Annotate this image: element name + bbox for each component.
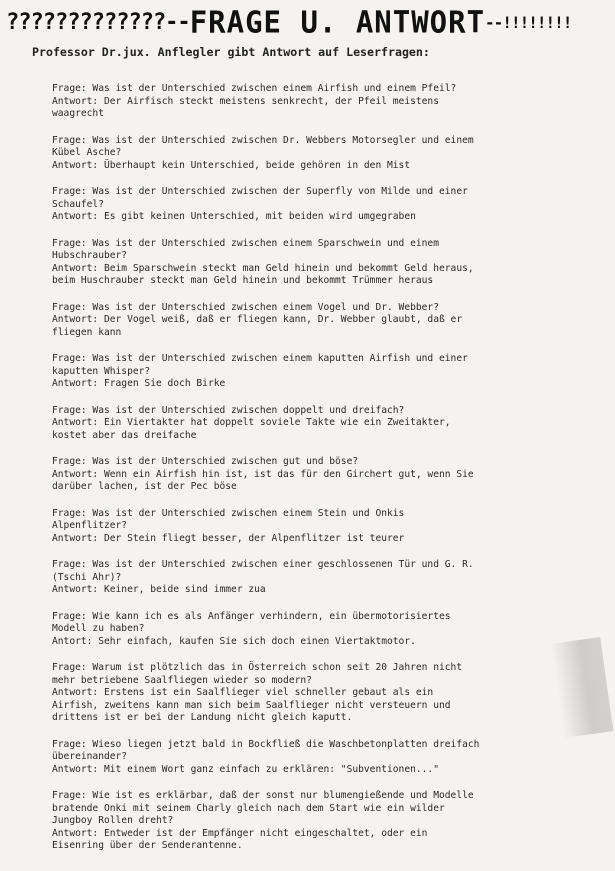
qa-line: Antwort: Überhaupt kein Unterschied, beide gehören in den Mist [52, 159, 411, 171]
title-prefix: ?????????????-- [6, 9, 190, 35]
qa-line: Alpenflitzer? [52, 520, 128, 531]
qa-line: Frage: Warum ist plötzlich das in Österreich schon seit 20 Jahren nicht [52, 662, 463, 673]
qa-line: Eisenring über der Senderantenne. [52, 840, 243, 851]
qa-line: Antwort: Erstens ist ein Saalflieger viel schneller gebaut als ein [52, 687, 434, 698]
qa-line: Frage: Was ist der Unterschied zwischen einem kaputten Airfish und einer [52, 353, 468, 364]
qa-item [52, 662, 552, 725]
qa-item [52, 135, 552, 173]
qa-line: fliegen kann [52, 326, 122, 338]
qa-line: (Tschi Ahr)? [52, 571, 122, 583]
qa-line: Antort: Sehr einfach, kaufen Sie sich doch einen Viertaktmotor. [52, 635, 416, 647]
qa-line: Frage: Was ist der Unterschied zwischen der Superfly von Milde und einer [52, 186, 468, 197]
qa-item [52, 405, 552, 443]
qa-line: Antwort: Der Stein fliegt besser, der Alpenflitzer ist teurer [52, 532, 405, 544]
qa-line: Frage: Wieso liegen jetzt bald in Bockfließ die Waschbetonplatten dreifach [52, 738, 480, 750]
qa-item [52, 559, 552, 597]
qa-line: Antwort: Der Vogel weiß, daß er fliegen kann, Dr. Webber glaubt, daß er [52, 314, 463, 325]
qa-line: Antwort: Es gibt keinen Unterschied, mit beiden wird umgegraben [52, 211, 416, 222]
qa-line: Antwort: Der Airfisch steckt meistens senkrecht, der Pfeil meistens [52, 95, 439, 107]
qa-line: Frage: Was ist der Unterschied zwischen einem Sparschwein und einem [52, 237, 439, 249]
qa-line: Antwort: Entweder ist der Empfänger nicht eingeschaltet, oder ein [52, 827, 428, 839]
page-title [6, 6, 610, 38]
qa-item [52, 353, 552, 391]
qa-line: beim Huschrauber steckt man Geld hinein und bekommt Trümmer heraus [52, 275, 434, 286]
qa-line: Airfish, zweitens kann man sich beim Saalflieger nicht versteuern und [52, 699, 451, 711]
qa-line: Modell zu haben? [52, 623, 145, 634]
qa-line: Hubschrauber? [52, 250, 128, 261]
qa-item [52, 611, 552, 649]
qa-line: kaputten Whisper? [52, 365, 151, 377]
title-suffix: --!!!!!!!! [485, 12, 572, 32]
qa-line: kostet aber das dreifache [52, 429, 197, 441]
qa-item [52, 302, 552, 340]
qa-line: Frage: Was ist der Unterschied zwischen einem Stein und Onkis [52, 507, 405, 519]
qa-line: Frage: Wie kann ich es als Anfänger verhindern, ein übermotorisiertes [52, 610, 451, 622]
qa-line: Frage: Was ist der Unterschied zwischen Dr. Webbers Motorsegler und einem [52, 134, 474, 146]
qa-list [52, 83, 552, 853]
qa-line: Frage: Was ist der Unterschied zwischen gut und böse? [52, 456, 359, 467]
title-main: FRAGE U. ANTWORT [189, 6, 486, 38]
qa-line: mehr betriebene Saalfliegen wieder so modern? [52, 674, 312, 686]
photocopy-smudge [551, 637, 614, 738]
qa-line: Frage: Wie ist es erklärbar, daß der sonst nur blumengießende und Modelle [52, 790, 474, 801]
qa-item [52, 186, 552, 224]
qa-line: Frage: Was ist der Unterschied zwischen einem Vogel und Dr. Webber? [52, 301, 439, 313]
qa-line: Antwort: Fragen Sie doch Birke [52, 378, 226, 389]
qa-item [52, 238, 552, 288]
subtitle: Professor Dr.jux. Anflegler gibt Antwort auf Leserfragen: [32, 45, 430, 59]
qa-line: übereinander? [52, 751, 128, 762]
qa-line: Antwort: Ein Viertakter hat doppelt soviele Takte wie ein Zweitakter, [52, 417, 451, 428]
qa-line: drittens ist er bei der Landung nicht gleich kaputt. [52, 712, 353, 723]
qa-line: Frage: Was ist der Unterschied zwischen doppelt und dreifach? [52, 404, 405, 416]
qa-item [52, 456, 552, 494]
qa-line: Antwort: Beim Sparschwein steckt man Geld hinein und bekommt Geld heraus, [52, 262, 474, 274]
qa-item [52, 83, 552, 121]
qa-line: Antwort: Mit einem Wort ganz einfach zu erklären: "Subventionen..." [52, 763, 439, 775]
qa-item [52, 739, 552, 777]
qa-line: Frage: Was ist der Unterschied zwischen einem Airfish und einem Pfeil? [52, 83, 457, 94]
qa-line: Kübel Asche? [52, 147, 122, 158]
qa-line: Antwort: Wenn ein Airfish hin ist, ist das für den Girchert gut, wenn Sie [52, 468, 474, 480]
qa-item [52, 508, 552, 546]
qa-line: darüber lachen, ist der Pec böse [52, 481, 237, 492]
qa-line: Schaufel? [52, 198, 104, 210]
qa-item [52, 790, 552, 853]
qa-line: bratende Onki mit seinem Charly gleich nach dem Start wie ein wilder [52, 802, 445, 814]
qa-line: Antwort: Keiner, beide sind immer zua [52, 584, 266, 595]
qa-line: waagrecht [52, 108, 104, 119]
qa-line: Jungboy Rollen dreht? [52, 815, 174, 826]
qa-line: Frage: Was ist der Unterschied zwischen einer geschlossenen Tür und G. R. [52, 559, 474, 570]
